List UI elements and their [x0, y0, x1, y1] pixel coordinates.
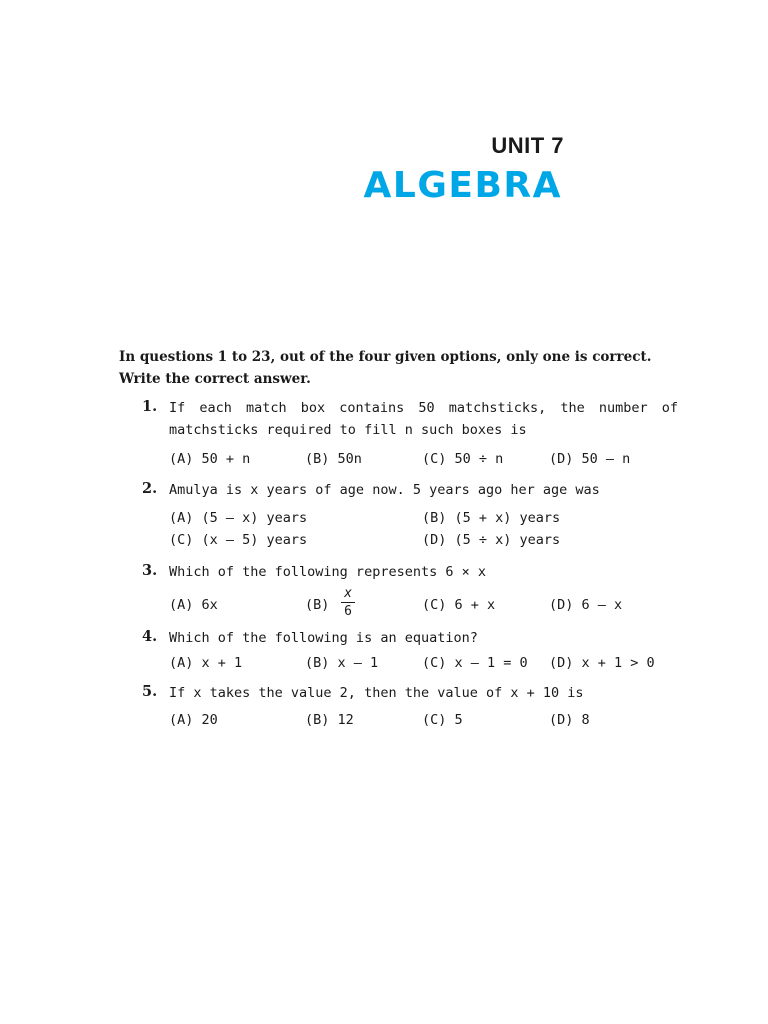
instructions — [119, 346, 681, 390]
option-b: (B) — [305, 597, 330, 613]
question-text-line-1: Which of the following represents 6 × x — [169, 564, 486, 580]
option-d: (D) 6 – x — [549, 597, 623, 613]
option-d: (D) 8 — [549, 712, 590, 728]
question-number: 4. — [142, 628, 158, 645]
fraction-numerator: x — [344, 586, 352, 601]
chapter-title: ALGEBRA — [363, 165, 562, 206]
question-text-line-1: If each match box contains 50 matchsticks, the number of — [169, 400, 678, 416]
fraction-bar — [341, 602, 355, 603]
fraction-denominator: 6 — [344, 604, 352, 619]
option-c: (C) 50 ÷ n — [422, 451, 504, 467]
question-text-line-1: If x takes the value 2, then the value of x + 10 is — [169, 685, 584, 701]
option-c: (C) 5 — [422, 712, 463, 728]
option-c: (C) (x – 5) years — [169, 532, 308, 548]
option-c: (C) 6 + x — [422, 597, 496, 613]
option-b: (B) (5 + x) years — [422, 510, 561, 526]
option-d: (D) x + 1 > 0 — [549, 655, 655, 671]
question-number: 3. — [142, 562, 158, 579]
unit-label: UNIT 7 — [491, 133, 564, 158]
option-a: (A) (5 – x) years — [169, 510, 308, 526]
question-number: 5. — [142, 683, 158, 700]
instructions-line-1: In questions 1 to 23, out of the four given options, only one is correct. — [119, 349, 652, 365]
option-a: (A) 6x — [169, 597, 218, 613]
question-text-line-1: Amulya is x years of age now. 5 years ago her age was — [169, 482, 600, 498]
question-text-line-2: matchsticks required to fill n such boxes is — [169, 422, 527, 438]
question-number: 1. — [142, 398, 158, 415]
option-b: (B) 50n — [305, 451, 362, 467]
option-a: (A) x + 1 — [169, 655, 243, 671]
question-number: 2. — [142, 480, 158, 497]
option-c: (C) x – 1 = 0 — [422, 655, 528, 671]
instructions-line-2: Write the correct answer. — [119, 371, 311, 387]
option-a: (A) 50 + n — [169, 451, 251, 467]
question-text-line-1: Which of the following is an equation? — [169, 630, 478, 646]
option-a: (A) 20 — [169, 712, 218, 728]
option-b: (B) x – 1 — [305, 655, 379, 671]
option-d: (D) 50 – n — [549, 451, 631, 467]
option-b-fraction — [341, 586, 355, 619]
option-b: (B) 12 — [305, 712, 354, 728]
option-d: (D) (5 ÷ x) years — [422, 532, 561, 548]
